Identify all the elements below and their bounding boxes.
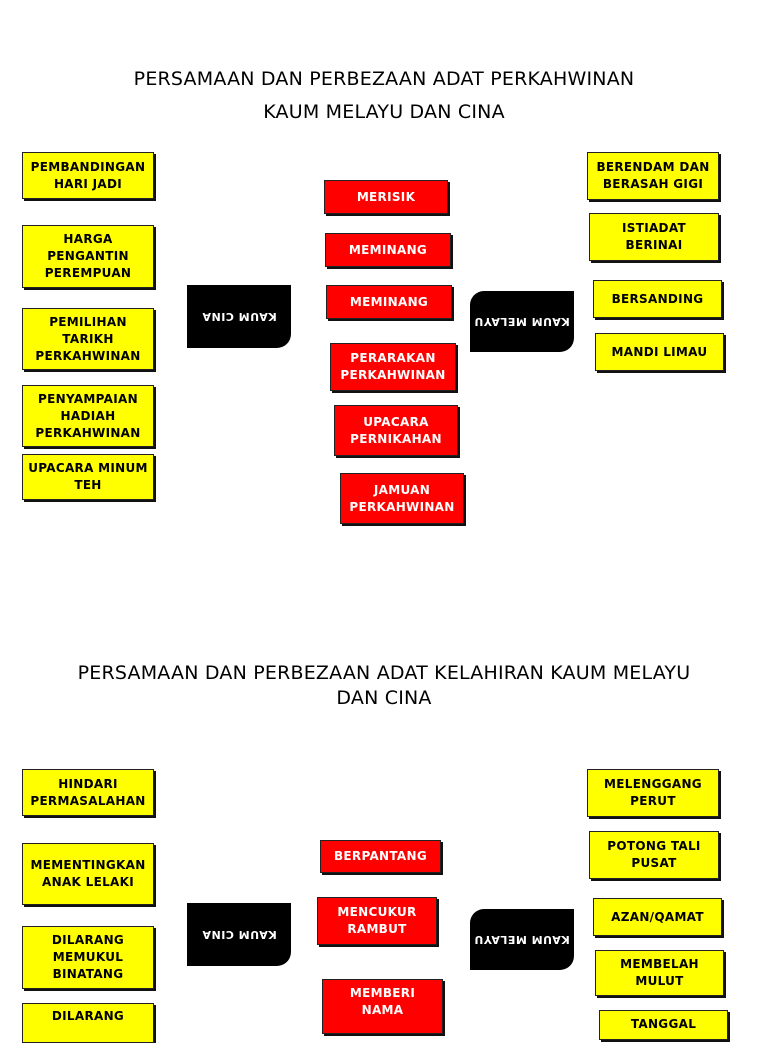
s2-right-item-1: MELENGGANG PERUT xyxy=(587,769,719,817)
s1-center-item-5: UPACARA PERNIKAHAN xyxy=(334,405,458,456)
s1-right-item-3: BERSANDING xyxy=(593,280,722,318)
s1-right-item-4: MANDI LIMAU xyxy=(595,333,724,371)
s1-center-item-1: MERISIK xyxy=(324,180,448,214)
s1-center-item-3: MEMINANG xyxy=(326,285,452,319)
s2-left-item-1: HINDARI PERMASALAHAN xyxy=(22,769,154,816)
s2-left-item-3: DILARANG MEMUKUL BINATANG xyxy=(22,926,154,989)
s1-left-item-2: HARGA PENGANTIN PEREMPUAN xyxy=(22,225,154,288)
s2-right-item-4: MEMBELAH MULUT xyxy=(595,950,724,996)
s1-center-item-6: JAMUAN PERKAHWINAN xyxy=(340,473,464,524)
section1-title-line1: PERSAMAAN DAN PERBEZAAN ADAT PERKAHWINAN xyxy=(133,68,635,90)
s1-left-item-3: PEMILIHAN TARIKH PERKAHWINAN xyxy=(22,308,154,370)
s2-left-item-2: MEMENTINGKAN ANAK LELAKI xyxy=(22,843,154,905)
s2-kaum-melayu-tag: KAUM MELAYU xyxy=(470,909,574,970)
s2-left-item-4: DILARANG xyxy=(22,1003,154,1043)
s1-left-item-1: PEMBANDINGAN HARI JADI xyxy=(22,152,154,199)
s1-kaum-cina-tag: KAUM CINA xyxy=(187,285,291,348)
s1-center-item-2: MEMINANG xyxy=(325,233,451,267)
s1-left-item-5: UPACARA MINUM TEH xyxy=(22,454,154,500)
s2-right-item-3: AZAN/QAMAT xyxy=(593,898,722,936)
s1-right-item-2: ISTIADAT BERINAI xyxy=(589,213,719,261)
s2-center-item-2: MENCUKUR RAMBUT xyxy=(317,897,437,945)
s1-center-item-4: PERARAKAN PERKAHWINAN xyxy=(330,343,456,391)
s1-left-item-4: PENYAMPAIAN HADIAH PERKAHWINAN xyxy=(22,385,154,447)
section2-title-line1: PERSAMAAN DAN PERBEZAAN ADAT KELAHIRAN KAUM MELAYU xyxy=(77,662,691,684)
s1-kaum-melayu-tag: KAUM MELAYU xyxy=(470,291,574,352)
s2-center-item-3: MEMBERI NAMA xyxy=(322,979,443,1034)
section2-title-line2: DAN CINA xyxy=(336,687,432,709)
section1-title-line2: KAUM MELAYU DAN CINA xyxy=(263,101,505,123)
s2-center-item-1: BERPANTANG xyxy=(320,840,441,873)
s2-right-item-2: POTONG TALI PUSAT xyxy=(589,831,719,879)
s1-right-item-1: BERENDAM DAN BERASAH GIGI xyxy=(587,152,719,200)
s2-kaum-cina-tag: KAUM CINA xyxy=(187,903,291,966)
s2-right-item-5: TANGGAL xyxy=(599,1010,728,1040)
